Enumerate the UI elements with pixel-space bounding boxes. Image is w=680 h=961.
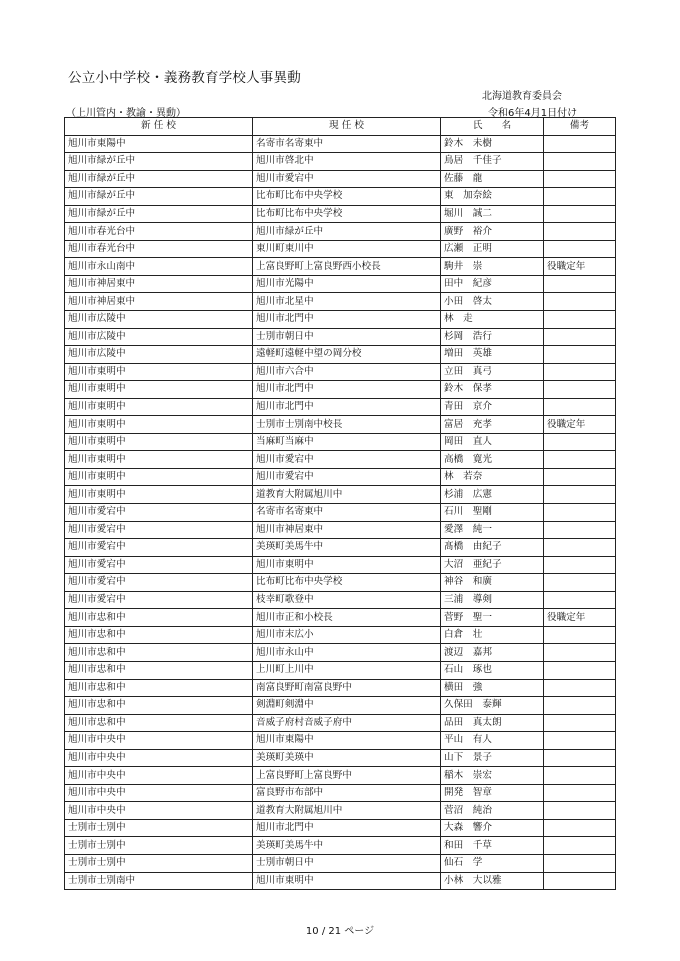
table-row [65,240,616,258]
current-post-cell: 美瑛町美瑛中 [253,749,441,767]
new-post-cell: 旭川市忠和中 [65,626,253,644]
remarks-cell: 役職定年 [544,258,616,276]
current-post-cell: 美瑛町美馬牛中 [253,837,441,855]
current-post-cell: 当麻町当麻中 [253,433,441,451]
table-row [65,872,616,890]
remarks-cell [544,556,616,574]
table-row [65,679,616,697]
page-number: 10 / 21 ページ [305,926,375,937]
name-cell: 渡辺 嘉邦 [441,644,544,662]
table-row [65,205,616,223]
remarks-cell [544,223,616,241]
remarks-cell [544,679,616,697]
new-post-cell: 旭川市愛宕中 [65,504,253,522]
table-row [65,416,616,434]
remarks-cell [544,819,616,837]
table-row [65,170,616,188]
table-row [65,188,616,206]
new-post-cell: 旭川市緑が丘中 [65,170,253,188]
table-row [65,468,616,486]
table-row [65,486,616,504]
remarks-cell [544,644,616,662]
issuer: 北海道教育委員会 [482,91,562,102]
new-post-cell: 旭川市東陽中 [65,135,253,153]
remarks-cell [544,767,616,785]
name-cell: 菅野 聖一 [441,609,544,627]
table-row [65,539,616,557]
new-post-cell: 旭川市愛宕中 [65,521,253,539]
table-row [65,837,616,855]
current-post-cell: 美瑛町美馬牛中 [253,539,441,557]
new-post-cell: 旭川市広陵中 [65,328,253,346]
remarks-cell [544,188,616,206]
current-post-cell: 旭川市正和小校長 [253,609,441,627]
remarks-cell [544,626,616,644]
name-cell: 鈴木 未樹 [441,135,544,153]
name-cell: 林 若奈 [441,468,544,486]
new-post-cell: 旭川市東明中 [65,486,253,504]
current-post-cell: 旭川市神居東中 [253,521,441,539]
name-cell: 青田 京介 [441,398,544,416]
new-post-cell: 旭川市中央中 [65,784,253,802]
current-post-cell: 音威子府村音威子府中 [253,714,441,732]
remarks-cell [544,521,616,539]
name-cell: 小田 啓太 [441,293,544,311]
personnel-table [64,117,616,890]
current-post-cell: 士別市朝日中 [253,854,441,872]
table-row [65,609,616,627]
current-post-cell: 旭川市啓北中 [253,153,441,171]
new-post-cell: 士別市士別中 [65,819,253,837]
name-cell: 林 走 [441,311,544,329]
name-cell: 杉浦 広憲 [441,486,544,504]
name-cell: 田中 紀彦 [441,275,544,293]
remarks-cell [544,574,616,592]
remarks-cell [544,539,616,557]
table-row [65,223,616,241]
remarks-cell [544,784,616,802]
name-cell: 東 加奈絵 [441,188,544,206]
remarks-cell [544,170,616,188]
new-post-cell: 旭川市東明中 [65,363,253,381]
remarks-cell [544,661,616,679]
remarks-cell [544,328,616,346]
document-subtitle: （上川管内・教諭・異動） [66,108,186,119]
name-cell: 菅沼 純治 [441,802,544,820]
name-cell: 和田 千草 [441,837,544,855]
current-post-cell: 道教育大附属旭川中 [253,486,441,504]
remarks-cell [544,153,616,171]
name-cell: 杉岡 浩行 [441,328,544,346]
name-cell: 三浦 導剣 [441,591,544,609]
name-cell: 山下 景子 [441,749,544,767]
name-cell: 立田 真弓 [441,363,544,381]
name-cell: 久保田 泰輝 [441,697,544,715]
new-post-cell: 旭川市忠和中 [65,679,253,697]
new-post-cell: 旭川市忠和中 [65,609,253,627]
name-cell: 高橋 寛光 [441,451,544,469]
document-title: 公立小中学校・義務教育学校人事異動 [68,70,301,86]
current-post-cell: 旭川市緑が丘中 [253,223,441,241]
header-remarks: 備考 [544,118,616,136]
name-cell: 岡田 直人 [441,433,544,451]
table-row [65,433,616,451]
name-cell: 鈴木 保孝 [441,381,544,399]
remarks-cell [544,311,616,329]
table-row [65,574,616,592]
remarks-cell [544,591,616,609]
new-post-cell: 旭川市中央中 [65,767,253,785]
new-post-cell: 旭川市忠和中 [65,697,253,715]
remarks-cell [544,381,616,399]
table-row [65,398,616,416]
table-row [65,802,616,820]
name-cell: 佐藤 龍 [441,170,544,188]
table-row [65,767,616,785]
new-post-cell: 旭川市神居東中 [65,293,253,311]
remarks-cell [544,451,616,469]
name-cell: 開発 智章 [441,784,544,802]
name-cell: 駒井 崇 [441,258,544,276]
table-row [65,732,616,750]
new-post-cell: 旭川市中央中 [65,732,253,750]
table-row [65,275,616,293]
current-post-cell: 旭川市永山中 [253,644,441,662]
table-row [65,697,616,715]
new-post-cell: 士別市士別中 [65,854,253,872]
current-post-cell: 南富良野町南富良野中 [253,679,441,697]
current-post-cell: 旭川市東陽中 [253,732,441,750]
new-post-cell: 旭川市神居東中 [65,275,253,293]
effective-date: 令和6年4月1日付け [488,108,578,119]
table-row [65,749,616,767]
table-row [65,556,616,574]
new-post-cell: 旭川市愛宕中 [65,591,253,609]
name-cell: 増田 英雄 [441,346,544,364]
remarks-cell: 役職定年 [544,609,616,627]
table-row [65,644,616,662]
new-post-cell: 士別市士別南中 [65,872,253,890]
name-cell: 仙石 学 [441,854,544,872]
current-post-cell: 旭川市北門中 [253,311,441,329]
remarks-cell [544,293,616,311]
table-row [65,135,616,153]
remarks-cell: 役職定年 [544,416,616,434]
new-post-cell: 旭川市緑が丘中 [65,188,253,206]
table-row [65,258,616,276]
remarks-cell [544,346,616,364]
header-name: 氏 名 [441,118,544,136]
new-post-cell: 旭川市忠和中 [65,644,253,662]
current-post-cell: 士別市朝日中 [253,328,441,346]
remarks-cell [544,433,616,451]
table-row [65,451,616,469]
new-post-cell: 旭川市愛宕中 [65,556,253,574]
new-post-cell: 旭川市東明中 [65,451,253,469]
new-post-cell: 旭川市緑が丘中 [65,205,253,223]
new-post-cell: 旭川市愛宕中 [65,539,253,557]
name-cell: 広瀬 正明 [441,240,544,258]
new-post-cell: 旭川市愛宕中 [65,574,253,592]
name-cell: 大沼 亜紀子 [441,556,544,574]
name-cell: 廣野 裕介 [441,223,544,241]
current-post-cell: 上富良野町上富良野西小校長 [253,258,441,276]
name-cell: 髙橋 由紀子 [441,539,544,557]
table-row [65,521,616,539]
new-post-cell: 旭川市広陵中 [65,311,253,329]
name-cell: 大森 響介 [441,819,544,837]
new-post-cell: 旭川市東明中 [65,416,253,434]
name-cell: 富居 充孝 [441,416,544,434]
table-header-row [65,118,616,136]
current-post-cell: 東川町東川中 [253,240,441,258]
current-post-cell: 比布町比布中央学校 [253,205,441,223]
current-post-cell: 旭川市愛宕中 [253,468,441,486]
new-post-cell: 旭川市東明中 [65,381,253,399]
remarks-cell [544,802,616,820]
remarks-cell [544,363,616,381]
name-cell: 品田 真太朗 [441,714,544,732]
name-cell: 神谷 和廣 [441,574,544,592]
table-row [65,363,616,381]
new-post-cell: 旭川市忠和中 [65,661,253,679]
remarks-cell [544,504,616,522]
current-post-cell: 上川町上川中 [253,661,441,679]
new-post-cell: 旭川市忠和中 [65,714,253,732]
table-row [65,153,616,171]
current-post-cell: 名寄市名寄東中 [253,504,441,522]
current-post-cell: 上富良野町上富良野中 [253,767,441,785]
table-row [65,346,616,364]
header-current-post: 現 任 校 [253,118,441,136]
new-post-cell: 旭川市広陵中 [65,346,253,364]
table-row [65,381,616,399]
current-post-cell: 枝幸町歌登中 [253,591,441,609]
name-cell: 堀川 誠二 [441,205,544,223]
remarks-cell [544,837,616,855]
new-post-cell: 旭川市永山南中 [65,258,253,276]
new-post-cell: 旭川市東明中 [65,468,253,486]
table-row [65,819,616,837]
current-post-cell: 士別市士別南中校長 [253,416,441,434]
remarks-cell [544,275,616,293]
table-row [65,311,616,329]
current-post-cell: 旭川市北門中 [253,381,441,399]
current-post-cell: 剣淵町剣淵中 [253,697,441,715]
table-row [65,293,616,311]
name-cell: 平山 有人 [441,732,544,750]
current-post-cell: 旭川市末広小 [253,626,441,644]
remarks-cell [544,714,616,732]
table-row [65,328,616,346]
table-row [65,661,616,679]
new-post-cell: 旭川市中央中 [65,749,253,767]
current-post-cell: 旭川市六合中 [253,363,441,381]
current-post-cell: 旭川市東明中 [253,556,441,574]
current-post-cell: 旭川市愛宕中 [253,170,441,188]
current-post-cell: 道教育大附属旭川中 [253,802,441,820]
table-row [65,714,616,732]
remarks-cell [544,732,616,750]
name-cell: 石山 琢也 [441,661,544,679]
current-post-cell: 比布町比布中央学校 [253,188,441,206]
new-post-cell: 旭川市中央中 [65,802,253,820]
current-post-cell: 旭川市東明中 [253,872,441,890]
table-row [65,504,616,522]
header-new-post: 新 任 校 [65,118,253,136]
current-post-cell: 遠軽町遠軽中望の岡分校 [253,346,441,364]
remarks-cell [544,398,616,416]
remarks-cell [544,872,616,890]
current-post-cell: 富良野市布部中 [253,784,441,802]
table-row [65,626,616,644]
new-post-cell: 旭川市緑が丘中 [65,153,253,171]
remarks-cell [544,854,616,872]
remarks-cell [544,697,616,715]
name-cell: 愛澤 純一 [441,521,544,539]
current-post-cell: 旭川市北星中 [253,293,441,311]
remarks-cell [544,468,616,486]
current-post-cell: 旭川市北門中 [253,819,441,837]
name-cell: 鳥居 千佳子 [441,153,544,171]
table-row [65,854,616,872]
name-cell: 横田 強 [441,679,544,697]
remarks-cell [544,135,616,153]
table-row [65,784,616,802]
new-post-cell: 士別市士別中 [65,837,253,855]
remarks-cell [544,486,616,504]
name-cell: 白倉 壮 [441,626,544,644]
name-cell: 稲木 崇宏 [441,767,544,785]
current-post-cell: 比布町比布中央学校 [253,574,441,592]
table-row [65,591,616,609]
name-cell: 小林 大以雅 [441,872,544,890]
new-post-cell: 旭川市東明中 [65,433,253,451]
remarks-cell [544,749,616,767]
new-post-cell: 旭川市春光台中 [65,223,253,241]
current-post-cell: 旭川市北門中 [253,398,441,416]
name-cell: 石川 聖剛 [441,504,544,522]
current-post-cell: 旭川市愛宕中 [253,451,441,469]
new-post-cell: 旭川市東明中 [65,398,253,416]
new-post-cell: 旭川市春光台中 [65,240,253,258]
current-post-cell: 旭川市光陽中 [253,275,441,293]
current-post-cell: 名寄市名寄東中 [253,135,441,153]
remarks-cell [544,240,616,258]
remarks-cell [544,205,616,223]
